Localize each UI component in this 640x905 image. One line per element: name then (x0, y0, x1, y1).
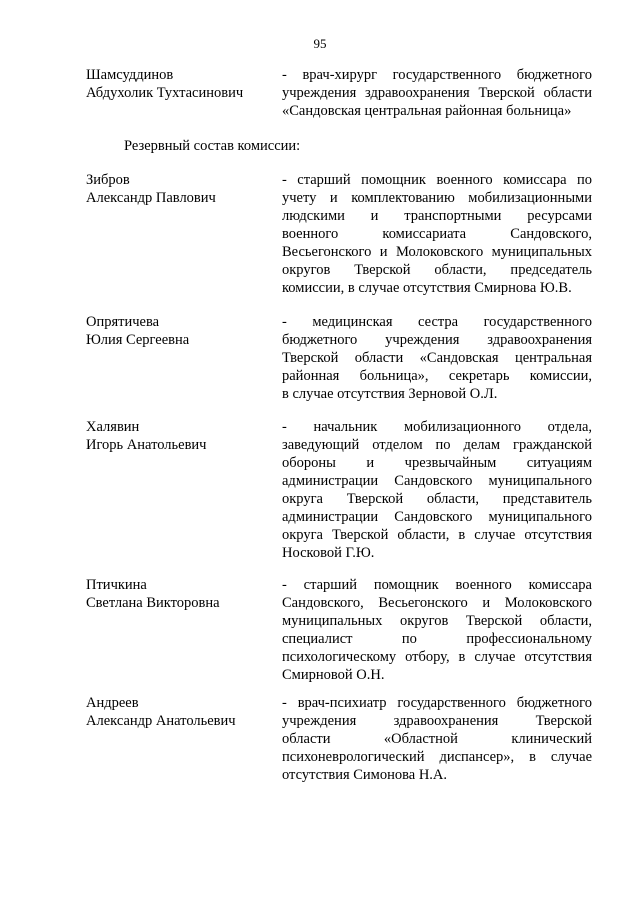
desc-line: обороны и чрезвычайным ситуациям (282, 455, 592, 471)
name-line: Зибров (86, 172, 130, 188)
page-number: 95 (313, 36, 327, 51)
desc-line: - старший помощник военного комиссара по (282, 172, 592, 188)
desc-line: Носковой Г.Ю. (282, 545, 375, 561)
desc-line: - врач-хирург государственного бюджетного (282, 67, 592, 83)
member-name (86, 694, 276, 730)
desc-line: специалист по профессиональному (282, 631, 592, 647)
desc-line: бюджетного учреждения здравоохранения (282, 332, 592, 348)
reserve-heading: Резервный состав комиссии: (124, 138, 301, 154)
desc-line: учреждения здравоохранения Тверской области (282, 85, 592, 101)
name-line: Птичкина (86, 577, 147, 593)
desc-line: - медицинская сестра государственного (282, 314, 592, 330)
desc-line: муниципальных округов Тверской области, (282, 613, 592, 629)
desc-line: округа Тверской области, представитель (282, 491, 592, 507)
name-line: Юлия Сергеевна (86, 332, 190, 348)
name-line: Абдухолик Тухтасинович (86, 85, 244, 101)
member-name (86, 313, 276, 349)
member-description (282, 171, 592, 297)
name-line: Андреев (86, 695, 139, 711)
desc-line: учреждения здравоохранения Тверской (282, 713, 592, 729)
desc-line: Смирновой О.Н. (282, 667, 385, 683)
desc-line: округов Тверской области, председатель (282, 262, 592, 278)
desc-line: администрации Сандовского муниципального (282, 473, 592, 489)
desc-line: Весьегонского и Молоковского муниципальных (282, 244, 592, 260)
desc-line: - начальник мобилизационного отдела, (282, 419, 592, 435)
member-name (86, 66, 276, 102)
desc-line: Сандовского, Весьегонского и Молоковского (282, 595, 592, 611)
desc-line: в случае отсутствия Зерновой О.Л. (282, 386, 498, 402)
desc-line: области «Областной клинический (282, 731, 592, 747)
desc-line: заведующий отделом по делам гражданской (282, 437, 592, 453)
desc-line: Тверской области «Сандовская центральная (282, 350, 592, 366)
desc-line: комиссии, в случае отсутствия Смирнова Ю.В. (282, 280, 572, 296)
member-name (86, 576, 276, 612)
desc-line: учету и комплектованию мобилизационными (282, 190, 592, 206)
desc-line: администрации Сандовского муниципального (282, 509, 592, 525)
desc-line: районная больница», секретарь комиссии, (282, 368, 592, 384)
desc-line: «Сандовская центральная районная больница» (282, 103, 572, 119)
desc-line: психоневрологический диспансер», в случае (282, 749, 592, 765)
member-name (86, 171, 276, 207)
member-description (282, 576, 592, 684)
name-line: Игорь Анатольевич (86, 437, 207, 453)
member-description (282, 313, 592, 403)
member-description (282, 66, 592, 120)
name-line: Александр Павлович (86, 190, 216, 206)
member-description (282, 418, 592, 562)
desc-line: военного комиссариата Сандовского, (282, 226, 592, 242)
desc-line: отсутствия Симонова Н.А. (282, 767, 448, 783)
desc-line: - врач-психиатр государственного бюджетного (282, 695, 592, 711)
desc-line: округа Тверской области, в случае отсутствия (282, 527, 592, 543)
desc-line: психологическому отбору, в случае отсутствия (282, 649, 592, 665)
name-line: Шамсуддинов (86, 67, 174, 83)
desc-line: - старший помощник военного комиссара (282, 577, 592, 593)
name-line: Халявин (86, 419, 140, 435)
name-line: Опрятичева (86, 314, 160, 330)
desc-line: людскими и транспортными ресурсами (282, 208, 592, 224)
member-description (282, 694, 592, 784)
member-name (86, 418, 276, 454)
name-line: Александр Анатольевич (86, 713, 236, 729)
name-line: Светлана Викторовна (86, 595, 220, 611)
